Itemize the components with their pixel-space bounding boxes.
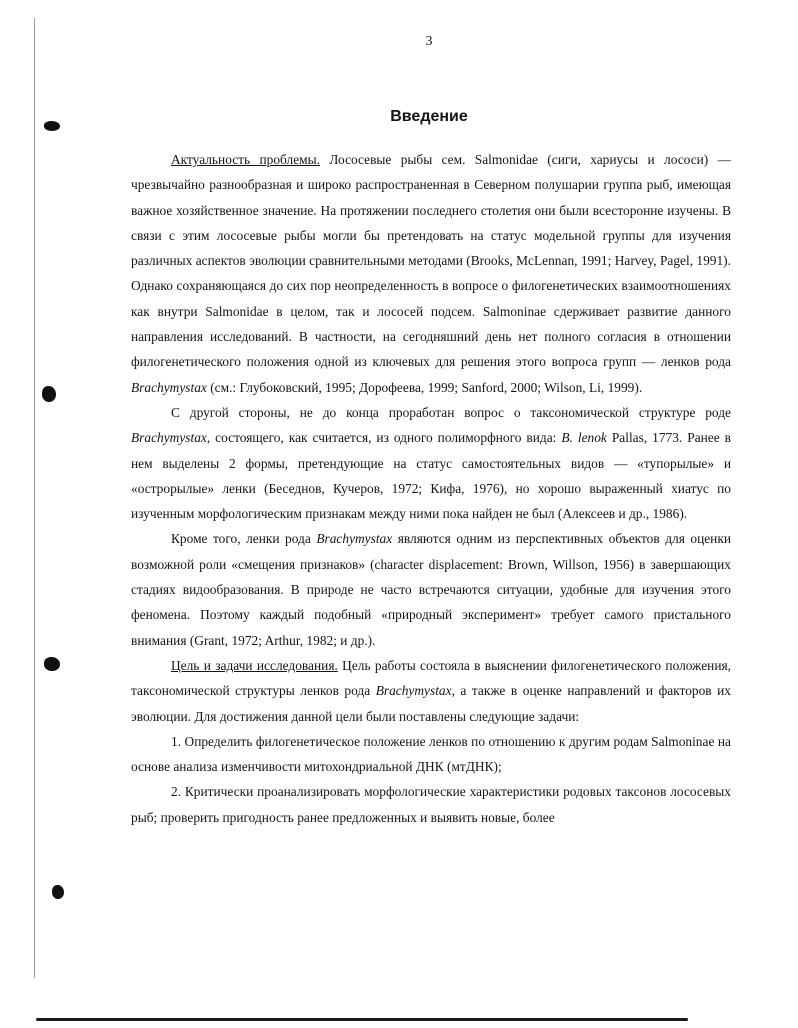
page-title: Введение <box>390 108 468 125</box>
section-heading-goals: Цель и задачи исследования. <box>171 657 338 673</box>
page-number: 3 <box>425 34 433 49</box>
scan-margin-line <box>34 18 35 978</box>
paragraph-relevance: Актуальность проблемы. Лососевые рыбы сем. Salmonidae (сиги, хариусы и лососи) — чрезвычайно разнообразная и широко распространенная в Северном полушарии группа рыб, имеющая важное хозяйственное значение. На протяжении последнего столетия они были всесторонне изучены. В связи с этим лососевые рыбы могли бы претендовать на статус модельной группы для изучения различных аспектов эволюции сравнительными методами (Brooks, McLennan, 1991; Harvey, Pagel, 1991). Однако сохраняющаяся до сих пор неопределенность в вопросе о филогенетических взаимоотношениях как внутри Salmonidae в целом, так и лососей подсем. Salmoninae сдерживает развитие данного направления исследований. В частности, на сегодняшний день нет полного согласия в отношении филогенетического положения одной из ключевых для решения этого вопроса групп — ленков рода Brachymystax (см.: Глубоковский, 1995; Дорофеева, 1999; Sanford, 2000; Wilson, Li, 1999). <box>131 152 731 395</box>
paragraph-taxonomy: С другой стороны, не до конца проработан вопрос о таксономической структуре роде Brachymystax, состоящего, как считается, из одного полиморфного вида: B. lenok Pallas, 1773. Ранее в нем выделены 2 формы, претендующие на статус самостоятельных видов — «тупорылые» и «острорылые» ленки (Беседнов, Кучеров, 1972; Кифа, 1976), но хорошо выраженный хиатус по изученным морфологическим признакам между ними пока найден не был (Алексеев и др., 1986). <box>131 404 731 522</box>
genus-name: Brachymystax <box>316 531 393 547</box>
genus-name: Brachymystax <box>131 379 207 395</box>
genus-name: Brachymystax <box>131 430 207 446</box>
scan-bottom-line <box>36 1018 688 1021</box>
binder-hole-mark <box>42 386 56 402</box>
task-item-1: 1. Определить филогенетическое положение ленков по отношению к другим родам Salmoninae на основе анализа изменчивости митохондриальной ДНК (мтДНК); <box>131 733 731 775</box>
task-item-2: 2. Критически проанализировать морфологические характеристики родовых таксонов лососевых рыб; проверить пригодность ранее предложенных и выявить новые, более <box>131 784 731 825</box>
paragraph-displacement: Кроме того, ленки рода Brachymystax являются одним из перспективных объектов для оценки возможной роли «смещения признаков» (character displacement: Brown, Willson, 1956) в завершающих стадиях видообразования. В природе не часто встречаются ситуации, удобные для изучения этого феномена. Поэтому каждый подобный «природный эксперимент» требует самого пристального внимания (Grant, 1972; Arthur, 1982; и др.). <box>131 531 732 648</box>
species-name: B. lenok <box>561 430 607 446</box>
binder-hole-mark <box>52 885 64 899</box>
genus-name: Brachymystax <box>375 683 452 699</box>
paragraph-goals: Цель и задачи исследования. Цель работы состояла в выяснении филогенетического положения, таксономической структуры ленков рода Brachymystax, а также в оценке направлений и факторов их эволюции. Для достижения данной цели были поставлены следующие задачи: <box>131 657 731 724</box>
document-body <box>131 147 731 830</box>
binder-hole-mark <box>44 657 60 671</box>
section-heading-relevance: Актуальность проблемы. <box>171 152 320 167</box>
